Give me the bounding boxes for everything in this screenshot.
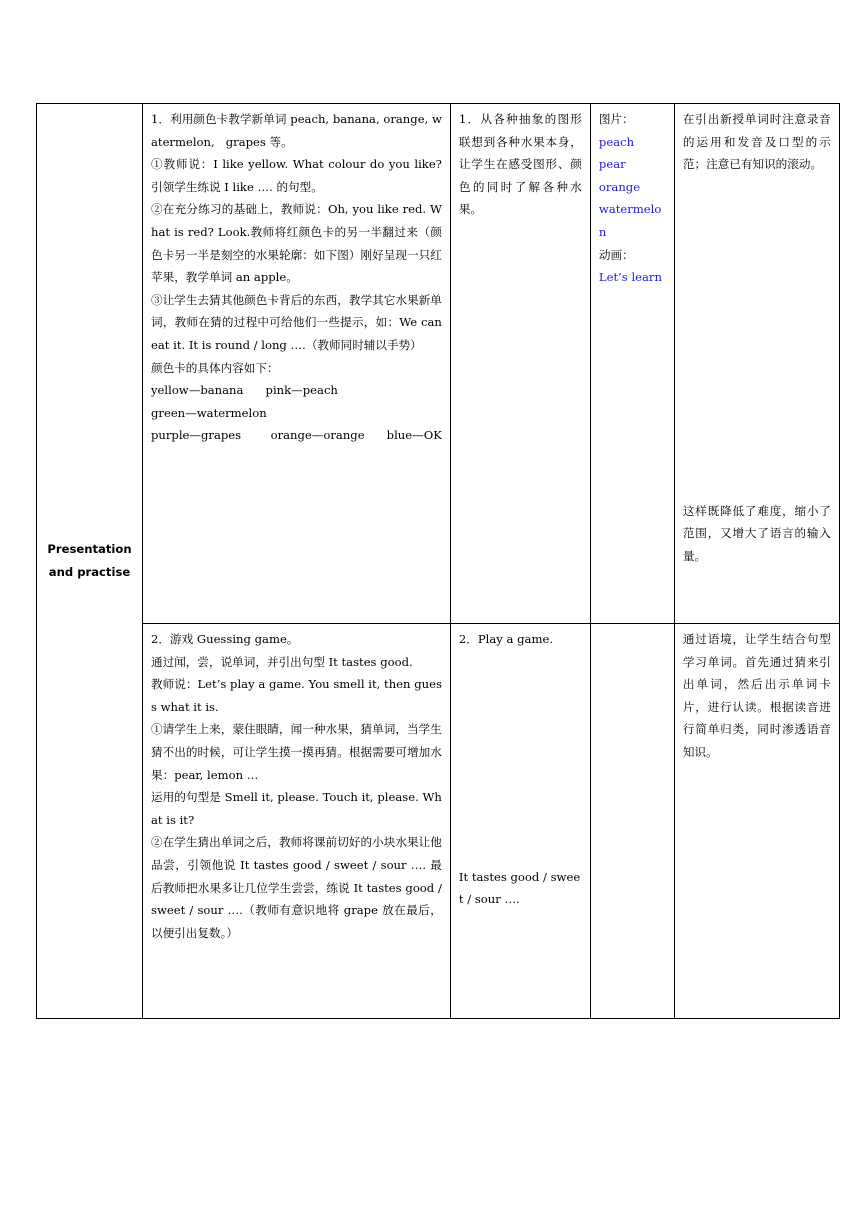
media-word: orange — [598, 179, 641, 194]
notes-text: 在引出新授单词时注意录音的运用和发音及口型的示范；注意已有知识的滚动。 — [682, 112, 831, 172]
procedure-line: purple—grapes orange—orange blue—OK — [151, 428, 442, 443]
media-cell — [590, 624, 674, 1019]
media-animation-title: Let’s learn — [598, 270, 662, 285]
procedure-line: ②在充分练习的基础上，教师说：Oh, you like red. What is red? Look.教师将红颜色卡的另一半翻过来（颜色卡另一半是刻空的水果轮廓：如下图）刚好呈现一只红苹果，教学单词 an apple。 — [151, 202, 442, 285]
stage-cell — [37, 104, 143, 1019]
stage-label-line1: Presentation — [47, 542, 132, 557]
student-activity-text: 1．从各种抽象的图形联想到各种水果本身，让学生在感受图形、颜色的同时了解各种水果。 — [458, 112, 582, 217]
procedure-cell — [143, 624, 451, 1019]
procedure-line: green—watermelon — [151, 405, 267, 420]
procedure-line: 2．游戏 Guessing game。 — [151, 632, 299, 646]
student-activity-cell — [450, 104, 590, 624]
procedure-line: 通过闻，尝，说单词，并引出句型 It tastes good. — [151, 654, 413, 669]
table-row — [37, 104, 840, 624]
lesson-plan-table — [36, 103, 840, 1019]
procedure-line: ③让学生去猜其他颜色卡背后的东西，教学其它水果新单词，教师在猜的过程中可给他们一些提示，如：We can eat it. It is round / long ….（教师同时辅以手势） — [151, 292, 442, 352]
media-cell — [590, 104, 674, 624]
procedure-line: yellow—banana pink—peach — [151, 383, 338, 398]
media-label-images: 图片： — [598, 112, 634, 126]
student-activity-cell — [450, 624, 590, 1019]
notes-cell — [674, 624, 839, 1019]
student-activity-text: It tastes good / sweet / sour …. — [458, 869, 581, 907]
procedure-line: ②在学生猜出单词之后，教师将课前切好的小块水果让他品尝，引领他说 It tastes good / sweet / sour …. 最后教师把水果多让几位学生尝尝，练说 It tastes good / sweet / sour ….（教师有意识地将 grape 放在最后，以便引出复数。） — [151, 835, 442, 940]
stage-label-line2: and practise — [48, 565, 131, 579]
student-activity-text: 2．Play a game. — [458, 632, 554, 646]
procedure-line: 运用的句型是 Smell it, please. Touch it, please. What is it? — [151, 790, 442, 827]
procedure-line: 颜色卡的具体内容如下： — [151, 360, 279, 375]
media-word: watermelon — [598, 202, 662, 239]
media-word: pear — [598, 157, 626, 172]
procedure-line: ①教师说：I like yellow. What colour do you like? 引领学生练说 I like …. 的句型。 — [151, 157, 442, 194]
table-row — [37, 624, 840, 1019]
procedure-cell — [143, 104, 451, 624]
notes-cell — [674, 104, 839, 624]
procedure-line: ①请学生上来，蒙住眼睛，闻一种水果，猜单词，当学生猜不出的时候，可让学生摸一摸再猜。根据需要可增加水果：pear, lemon … — [151, 722, 442, 782]
media-word: peach — [598, 134, 635, 149]
notes-text: 通过语境，让学生结合句型学习单词。首先通过猜来引出单词，然后出示单词卡片，进行认读。根据读音进行简单归类，同时渗透语音知识。 — [682, 632, 831, 759]
procedure-line: 教师说：Let’s play a game. You smell it, then guess what it is. — [151, 677, 442, 714]
procedure-line: 1．利用颜色卡教学新单词 peach, banana, orange, watermelon, grapes 等。 — [151, 112, 442, 149]
notes-text: 这样既降低了难度，缩小了范围，又增大了语言的输入量。 — [682, 503, 831, 563]
media-label-animation: 动画： — [598, 247, 634, 262]
